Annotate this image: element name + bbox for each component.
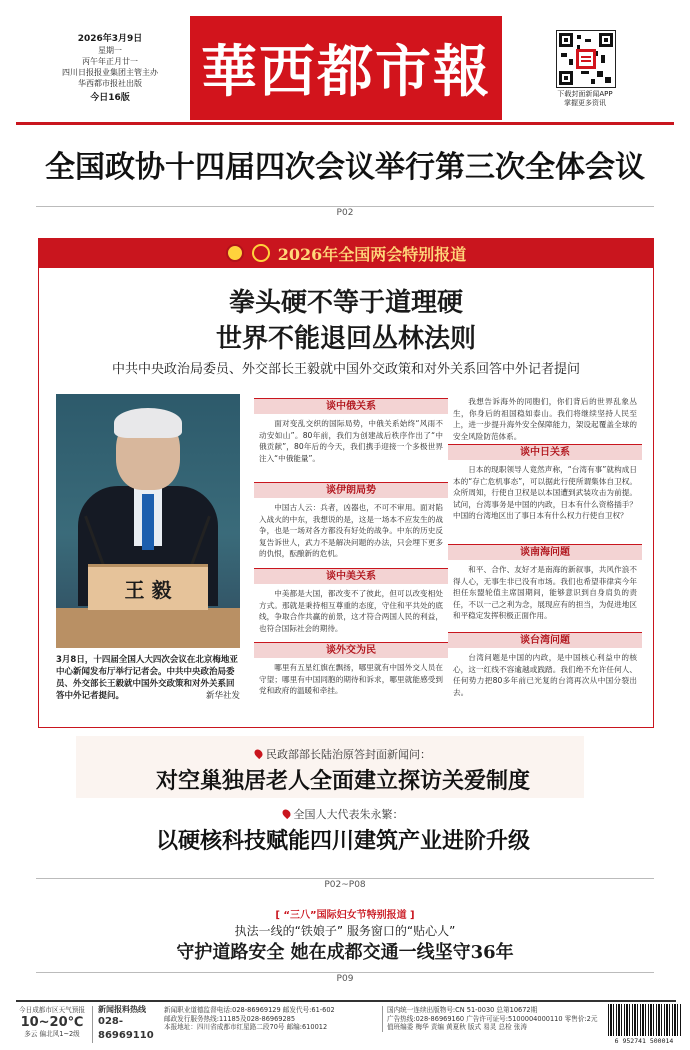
qr-caption bbox=[540, 90, 630, 108]
weather-box bbox=[16, 1006, 88, 1038]
footer-line: 国内统一连续出版物号:CN 51-0030 总第10672期 bbox=[387, 1006, 538, 1014]
logo-text: 華西都市報 bbox=[201, 39, 491, 105]
location-pin-icon bbox=[253, 748, 264, 759]
location-pin-icon bbox=[280, 808, 291, 819]
womens-day-title[interactable]: 守护道路安全 她在成都交通一线坚守36年 bbox=[176, 942, 514, 963]
stories-ref-wrap bbox=[0, 872, 690, 891]
issue-date: 2026年3月9日 bbox=[77, 34, 143, 44]
qr-caption-line2: 掌握更多资讯 bbox=[564, 99, 606, 107]
special-report-banner bbox=[38, 238, 654, 268]
barcode-number: 6 952741 500014 bbox=[614, 1037, 674, 1045]
story-1[interactable] bbox=[78, 746, 608, 795]
story-kicker: 全国人大代表朱永繁： bbox=[78, 806, 608, 822]
weather-label: 今日成都市区天气预报 bbox=[19, 1006, 85, 1014]
wang-yi-photo bbox=[56, 394, 240, 648]
womens-day-tag: [ “三八”国际妇女节特别报道 ] bbox=[275, 910, 415, 921]
masthead-rule bbox=[16, 122, 674, 125]
photo-credit: 新华社发 bbox=[205, 691, 240, 701]
footer-line: 本报地址：四川省成都市红星路二段70号 邮编:610012 bbox=[164, 1023, 328, 1032]
footer-line: 值班编委 梅华 责编 黄夏秋 版式 易灵 总检 张涛 bbox=[387, 1023, 527, 1032]
story-title[interactable]: 以硬核科技赋能四川建筑产业进阶升级 bbox=[155, 828, 530, 854]
section-title-china-us: 谈中美关系 bbox=[254, 568, 448, 584]
weather-desc: 多云 偏北风1~2级 bbox=[24, 1029, 80, 1038]
section-text-south-china-sea: 和平、合作、友好才是南海的新叙事，共风作浪不得人心，无事生非已没有市场。我们也希望菲律宾今年担任东盟轮值主席国期间，能够意识到自身肩负的责任，不以一己之利为念，展现应有的担当，为促进地区和平稳定发挥积极正面作用。 bbox=[453, 565, 637, 620]
womens-day-kicker: 执法一线的“铁娘子” 服务窗口的“贴心人” bbox=[234, 924, 456, 938]
special-title-line2[interactable]: 世界不能退回丛林法则 bbox=[215, 324, 476, 354]
footer-col2 bbox=[382, 1006, 606, 1032]
special-deck: 中共中央政治局委员、外交部长王毅就中国外交政策和对外关系回答中外记者提问 bbox=[111, 362, 580, 377]
section-text-china-russia: 面对变乱交织的国际局势，中俄关系始终“风雨不动安如山”。80年前，我们为创建战后秩序作出了“中俄贡献”，80年后的今天，我们携手迎接一个多极世界注入“中俄能量”。 bbox=[259, 419, 443, 463]
right-intro-text: 我想告诉海外的同胞们，你们背后的世界乱象丛生，你身后的祖国稳如泰山。我们将继续坚持人民至上，进一步提升海外安全保障能力，架设起覆盖全球的安全风险防范体系。 bbox=[453, 397, 637, 441]
footer-line: 邮政发行服务热线:11185及028-86969285 bbox=[164, 1014, 296, 1023]
section-text-china-us: 中美都是大国，都改变不了彼此，但可以改变相处方式。那就是秉持相互尊重的态度，守住和平共处的底线，争取合作共赢的前景，这才符合两国人民的利益，也符合国际社会的期待。 bbox=[259, 589, 443, 633]
stories-page-ref[interactable]: P02~P08 bbox=[318, 880, 371, 890]
section-title-diplomacy-for-people: 谈外交为民 bbox=[254, 642, 448, 658]
masthead-info bbox=[40, 34, 180, 104]
lead-page-ref-wrap bbox=[0, 200, 690, 219]
weather-temp: 10~20℃ bbox=[20, 1014, 84, 1030]
nameplate-text: 王 毅 bbox=[124, 578, 172, 602]
footer bbox=[16, 1000, 676, 1046]
footer-line: 新闻职业道德监督电话:028-86969129 邮发代号:61-602 bbox=[164, 1006, 335, 1014]
nameplate bbox=[88, 564, 208, 610]
section-title-iran: 谈伊朗局势 bbox=[254, 482, 448, 498]
photo-caption-text: 3月8日，十四届全国人大四次会议在北京梅地亚中心新闻发布厅举行记者会。中共中央政治局委员、外交部长王毅就中国外交政策和对外关系回答中外记者提问。 bbox=[56, 655, 238, 701]
section-title-south-china-sea: 谈南海问题 bbox=[448, 544, 642, 560]
hotline-label: 新闻报料热线 bbox=[98, 1005, 146, 1014]
national-emblem-icon bbox=[226, 244, 244, 262]
story-kicker: 民政部部长陆治原答封面新闻问： bbox=[78, 746, 608, 762]
section-text-taiwan: 台湾问题是中国的内政，是中国核心利益中的核心，这一红线不容逾越或践踏。我们绝不允许任何人、任何势力把80多年前已光复的台湾再次从中国分裂出去。 bbox=[453, 653, 637, 697]
womens-day-ref-wrap bbox=[0, 966, 690, 985]
section-title-taiwan: 谈台湾问题 bbox=[448, 632, 642, 648]
special-title-line1[interactable]: 拳头硬不等于道理硬 bbox=[228, 288, 463, 318]
issue-lunar-date: 丙午年正月廿一 bbox=[82, 57, 138, 66]
story-2[interactable] bbox=[78, 806, 608, 855]
photo-caption bbox=[56, 654, 240, 702]
barcode-icon bbox=[608, 1004, 682, 1036]
lead-page-ref[interactable]: P02 bbox=[331, 208, 360, 218]
newspaper-logo bbox=[190, 16, 502, 120]
edition-count: 今日16版 bbox=[90, 93, 130, 103]
lead-headline[interactable]: 全国政协十四届四次会议举行第三次全体会议 bbox=[45, 150, 645, 185]
section-text-china-japan: 日本的现职领导人竟然声称，“台湾有事”就构成日本的“存亡危机事态”，可以据此行使所谓集体自卫权。众所周知，行使自卫权是以本国遭到武装攻击为前提。试问，台湾事务是中国的内政，日本有什么资格插手？中国的台湾地区出了事日本有什么权力行使自卫权？ bbox=[453, 465, 637, 520]
issue-weekday: 星期一 bbox=[98, 46, 122, 55]
womens-day-page-ref[interactable]: P09 bbox=[331, 974, 360, 984]
footer-line: 广告热线:028-86969160 广告许可证号:5100004000110 零售价:2元 bbox=[387, 1014, 598, 1023]
footer-col1 bbox=[164, 1006, 380, 1032]
publisher-line: 华西都市报社出版 bbox=[78, 79, 142, 88]
sponsor-line: 四川日报报业集团主管主办 bbox=[62, 68, 158, 77]
section-title-china-russia: 谈中俄关系 bbox=[254, 398, 448, 414]
banner-text: 2026年全国两会特别报道 bbox=[277, 244, 467, 264]
hotline-number[interactable]: 028-86969110 bbox=[98, 1015, 154, 1041]
section-text-diplomacy-for-people: 哪里有五星红旗在飘扬，哪里就有中国外交人员在守望；哪里有中国同胞的期待和诉求，哪里就能感受到党和政府的温暖和牵挂。 bbox=[259, 663, 443, 695]
hotline-box bbox=[92, 1006, 158, 1043]
section-text-iran: 中国古人云：兵者，凶器也，不可不审用。面对陷入战火的中东，我想说的是，这是一场本不应发生的战争，也是一场对各方都没有好处的战争。中东的历史反复告诉世人，武力不是解决问题的办法，只会埋下更多的仇恨，酝酿新的危机。 bbox=[259, 503, 443, 558]
story-title[interactable]: 对空巢独居老人全面建立探访关爱制度 bbox=[155, 768, 530, 794]
cppcc-emblem-icon bbox=[252, 244, 270, 262]
qr-caption-line1: 下载封面新闻APP bbox=[557, 90, 613, 98]
section-title-china-japan: 谈中日关系 bbox=[448, 444, 642, 460]
qr-code-icon[interactable] bbox=[556, 30, 616, 88]
